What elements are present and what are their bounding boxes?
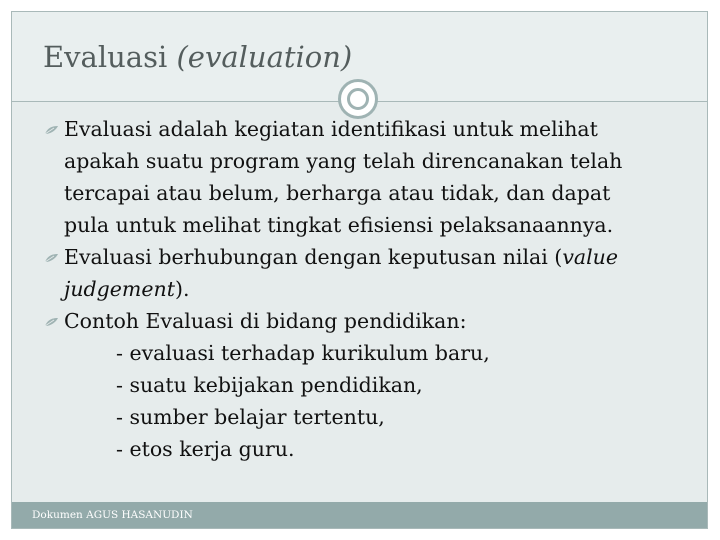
p2-italic-2: judgement	[64, 277, 175, 301]
slide-title	[43, 40, 352, 74]
bullet-paragraph-1	[44, 113, 674, 241]
title-sub: (evaluation)	[176, 40, 353, 74]
p2-text-2: ).	[174, 277, 190, 301]
p1-line-1: Evaluasi adalah kegiatan identifikasi untuk melihat	[64, 117, 598, 141]
body-text	[44, 113, 674, 465]
p1-line-3: tercapai atau belum, berharga atau tidak, dan dapat	[64, 181, 611, 205]
sub-item: - evaluasi terhadap kurikulum baru,	[116, 341, 490, 365]
footer-text: Dokumen AGUS HASANUDIN	[32, 509, 193, 521]
p2-line-2	[64, 273, 674, 305]
leaf-bullet-icon	[44, 317, 59, 327]
title-main: Evaluasi	[43, 40, 168, 74]
bullet-paragraph-2	[44, 241, 674, 305]
p2-text-1: Evaluasi berhubungan dengan keputusan nilai (	[64, 245, 563, 269]
bullet-paragraph-3	[44, 305, 674, 465]
leaf-bullet-icon	[44, 253, 59, 263]
sub-item: - etos kerja guru.	[116, 437, 295, 461]
p1-line-2: apakah suatu program yang telah direncanakan telah	[64, 149, 623, 173]
sub-item: - sumber belajar tertentu,	[116, 405, 385, 429]
leaf-bullet-icon	[44, 125, 59, 135]
sub-item: - suatu kebijakan pendidikan,	[116, 373, 423, 397]
p3-line: Contoh Evaluasi di bidang pendidikan:	[64, 309, 467, 333]
p2-line-1	[64, 241, 674, 273]
p2-italic-1: value	[562, 245, 619, 269]
p1-line-4: pula untuk melihat tingkat efisiensi pelaksanaannya.	[64, 213, 614, 237]
